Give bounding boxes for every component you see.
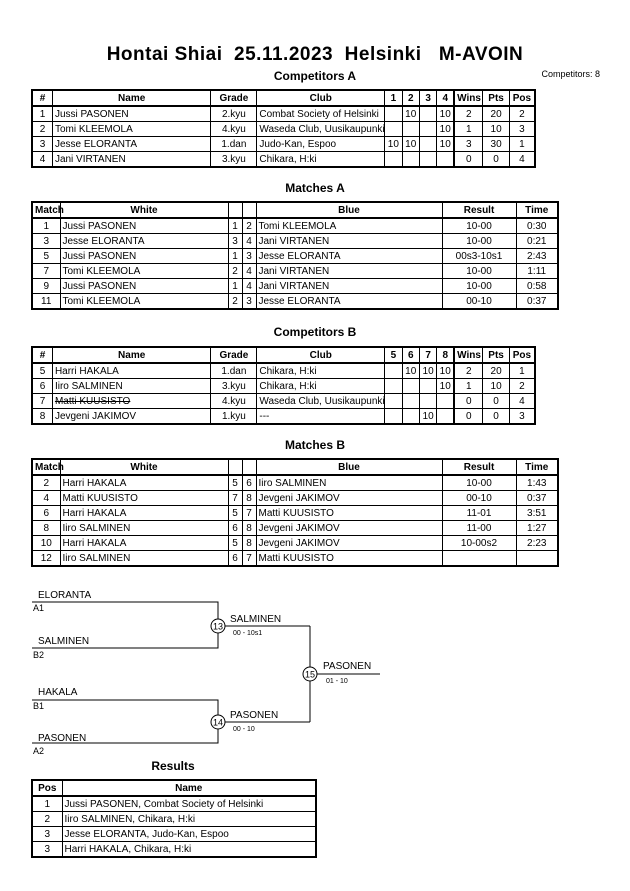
table-row [32,796,316,812]
cell: 10 [385,137,402,152]
results-table [31,779,317,858]
cell: 10 [437,122,454,137]
cell: Jevgeni JAKIMOV [52,409,210,425]
cell: 0 [483,394,510,409]
cell: 1:11 [516,264,558,279]
cell: Tomi KLEEMOLA [60,264,228,279]
column-header: Name [52,347,210,363]
competitors-b-heading: Competitors B [273,325,357,339]
cell: 7 [228,491,242,506]
cell: 1 [454,122,483,137]
column-header: 6 [402,347,419,363]
cell: 10 [437,106,454,122]
cell: 5 [228,536,242,551]
cell: 10 [402,363,419,379]
table-header-row [32,780,316,796]
cell: 8 [242,536,256,551]
cell: Jesse ELORANTA [256,294,442,310]
cell: 10 [437,379,454,394]
cell [419,137,436,152]
cell: 7 [242,551,256,567]
cell: Harri HAKALA [52,363,210,379]
cell: 1:27 [516,521,558,536]
cell: 0 [454,394,483,409]
cell: Matti KUUSISTO [52,394,210,409]
cell: 00-10 [442,294,516,310]
cell: 1 [509,363,535,379]
cell: Judo-Kan, Espoo [257,137,385,152]
cell: 1 [228,249,242,264]
column-header: Blue [256,202,442,218]
cell: 11-01 [442,506,516,521]
cell: Jussi PASONEN [52,106,210,122]
table-row [32,379,535,394]
cell [385,409,402,425]
table-row [32,363,535,379]
cell: --- [257,409,385,425]
bracket-sf2-top-name: HAKALA [38,687,78,698]
column-header: Wins [454,90,483,106]
cell: Jussi PASONEN [60,249,228,264]
cell: 5 [32,249,60,264]
table-row [32,218,558,234]
cell [402,379,419,394]
column-header [242,459,256,475]
cell: 1 [32,218,60,234]
cell [402,394,419,409]
column-header: 1 [385,90,402,106]
column-header: Name [52,90,210,106]
bracket-sf1-score: 00 - 10s1 [233,630,263,637]
cell [385,122,402,137]
bracket-final-score: 01 - 10 [326,678,348,685]
cell: Matti KUUSISTO [60,491,228,506]
cell [385,379,402,394]
cell [402,409,419,425]
cell: 10 [437,137,454,152]
table-row [32,249,558,264]
cell [516,551,558,567]
cell [419,122,436,137]
column-header: White [60,459,228,475]
cell: Iiro SALMINEN [60,551,228,567]
cell: Iiro SALMINEN [60,521,228,536]
table-header-row [32,202,558,218]
column-header: Match [32,459,60,475]
cell: 10-00 [442,264,516,279]
table-header-row [32,90,535,106]
bracket-sf2-winner: PASONEN [230,710,279,721]
table-header-row [32,459,558,475]
cell: Combat Society of Helsinki [257,106,385,122]
column-header: Blue [256,459,442,475]
column-header: Time [516,459,558,475]
column-header: Match [32,202,60,218]
matches-a-heading: Matches A [285,181,345,195]
table-row [32,137,535,152]
column-header: 4 [437,90,454,106]
cell: 1.kyu [211,409,257,425]
cell: 0:30 [516,218,558,234]
table-row [32,234,558,249]
cell [437,409,454,425]
cell: 2 [228,264,242,279]
cell: Jussi PASONEN, Combat Society of Helsinki [62,796,316,812]
column-header: Grade [211,90,257,106]
cell: 1 [454,379,483,394]
cell: 6 [228,521,242,536]
cell: 2:43 [516,249,558,264]
cell [437,394,454,409]
cell: 4.kyu [211,122,257,137]
cell: 10-00 [442,475,516,491]
cell: Tomi KLEEMOLA [52,122,210,137]
cell: 8 [242,491,256,506]
cell: 2:23 [516,536,558,551]
column-header: Pos [509,90,535,106]
cell: 8 [242,521,256,536]
cell: Iiro SALMINEN [256,475,442,491]
cell: 1 [228,279,242,294]
table-header-row [32,347,535,363]
cell [419,394,436,409]
cell: 2 [509,379,535,394]
cell: 0:58 [516,279,558,294]
bracket-match-number: 14 [212,717,224,728]
cell: 5 [228,475,242,491]
table-row [32,294,558,310]
cell: Tomi KLEEMOLA [60,294,228,310]
column-header: 7 [419,347,436,363]
cell: 0 [483,152,510,168]
bracket-sf1-bottom-seed: B2 [33,650,45,660]
cell: 2 [228,294,242,310]
cell: 3 [509,122,535,137]
cell: 10 [483,122,510,137]
cell [385,106,402,122]
cell: 5 [228,506,242,521]
column-header [242,202,256,218]
column-header: 5 [385,347,402,363]
column-header: Wins [454,347,483,363]
cell: Harri HAKALA [60,506,228,521]
cell: 4 [32,152,52,168]
cell: 20 [483,363,510,379]
table-row [32,827,316,842]
cell: 0 [454,409,483,425]
bracket-match-number: 13 [212,621,224,632]
table-row [32,409,535,425]
cell: Jesse ELORANTA, Judo-Kan, Espoo [62,827,316,842]
column-header: Pts [483,347,510,363]
cell: 2 [242,218,256,234]
cell: 00s3-10s1 [442,249,516,264]
competitors-count: Competitors: 8 [541,69,600,79]
table-row [32,152,535,168]
column-header [228,459,242,475]
cell: Jevgeni JAKIMOV [256,521,442,536]
table-row [32,536,558,551]
cell: 4 [242,234,256,249]
page-title: Hontai Shiai 25.11.2023 Helsinki M-AVOIN [106,44,524,65]
column-header: 2 [402,90,419,106]
cell: 1 [228,218,242,234]
cell [402,122,419,137]
cell: 8 [32,521,60,536]
bracket-sf1-winner: SALMINEN [230,614,282,625]
bracket-sf1-top-name: ELORANTA [38,590,92,601]
results-heading: Results [151,759,195,773]
cell: 4 [32,491,60,506]
column-header: Grade [211,347,257,363]
cell: 3 [32,842,62,858]
column-header [228,202,242,218]
cell [442,551,516,567]
cell [419,106,436,122]
cell: 10 [419,409,436,425]
bracket-sf1-bottom-name: SALMINEN [38,636,90,647]
cell: 3 [454,137,483,152]
cell: Chikara, H:ki [257,363,385,379]
bracket-sf2-top-seed: B1 [33,701,45,711]
bracket-sf2-score: 00 - 10 [233,726,255,733]
cell: 5 [32,363,52,379]
column-header: Pos [32,780,62,796]
bracket-final-winner: PASONEN [323,661,372,672]
cell: 10-00 [442,218,516,234]
matches-b-heading: Matches B [284,438,346,452]
cell: 6 [228,551,242,567]
column-header: Time [516,202,558,218]
cell: Iiro SALMINEN [52,379,210,394]
cell: 3 [242,294,256,310]
cell: 00-10 [442,491,516,506]
column-header: White [60,202,228,218]
bracket-sf2-bottom-name: PASONEN [38,733,87,744]
cell: 10 [402,106,419,122]
table-row [32,394,535,409]
cell: 0 [483,409,510,425]
cell: 3:51 [516,506,558,521]
cell: 3 [32,234,60,249]
column-header: 3 [419,90,436,106]
column-header: Club [257,90,385,106]
cell [419,379,436,394]
cell: Chikara, H:ki [257,152,385,168]
cell: 2 [454,106,483,122]
cell: 7 [242,506,256,521]
table-row [32,842,316,858]
cell: Jussi PASONEN [60,218,228,234]
cell: 4 [242,279,256,294]
cell: 6 [32,379,52,394]
table-row [32,812,316,827]
bracket-sf1-top-seed: A1 [33,603,45,613]
cell: 0:37 [516,294,558,310]
bracket-sf2-bottom-seed: A2 [33,746,45,756]
cell: 4 [509,394,535,409]
cell: 2 [32,812,62,827]
cell: 2 [32,475,60,491]
cell: 6 [32,506,60,521]
cell: 9 [32,279,60,294]
cell: 1:43 [516,475,558,491]
cell: Jevgeni JAKIMOV [256,536,442,551]
table-row [32,506,558,521]
matches-b-table [31,458,559,567]
cell: 1.dan [211,137,257,152]
cell [385,363,402,379]
table-row [32,122,535,137]
column-header: Result [442,202,516,218]
cell: Chikara, H:ki [257,379,385,394]
cell: Tomi KLEEMOLA [256,218,442,234]
competitors-a-table [31,89,536,168]
cell: 10-00s2 [442,536,516,551]
elimination-bracket [0,580,420,760]
cell: Jesse ELORANTA [256,249,442,264]
competitors-a-heading: Competitors A [273,69,357,83]
column-header: # [32,347,52,363]
column-header: # [32,90,52,106]
cell: Harri HAKALA [60,475,228,491]
cell: 10 [437,363,454,379]
cell: 0 [454,152,483,168]
cell: 1 [32,106,52,122]
competitors-b-table [31,346,536,425]
cell: 2.kyu [211,106,257,122]
cell: 20 [483,106,510,122]
cell: Harri HAKALA, Chikara, H:ki [62,842,316,858]
column-header: Pts [483,90,510,106]
cell: 10-00 [442,279,516,294]
cell: Waseda Club, Uusikaupunki [257,122,385,137]
table-row [32,264,558,279]
cell [385,394,402,409]
cell: 3 [32,827,62,842]
cell: Harri HAKALA [60,536,228,551]
matches-a-table [31,201,559,310]
cell: 30 [483,137,510,152]
bracket-lines [32,602,380,743]
cell: 2 [32,122,52,137]
cell [419,152,436,168]
cell: 12 [32,551,60,567]
cell: Jani VIRTANEN [256,279,442,294]
bracket-match-number: 15 [304,669,316,680]
cell: 3.kyu [211,379,257,394]
column-header: Pos [509,347,535,363]
cell: Jesse ELORANTA [52,137,210,152]
cell: 4.kyu [211,394,257,409]
table-row [32,521,558,536]
cell: Jussi PASONEN [60,279,228,294]
cell: Jani VIRTANEN [52,152,210,168]
cell [385,152,402,168]
column-header: 8 [437,347,454,363]
cell: 3 [509,409,535,425]
cell: 3 [228,234,242,249]
table-row [32,279,558,294]
cell: Matti KUUSISTO [256,506,442,521]
cell: 10 [419,363,436,379]
cell: 10 [32,536,60,551]
table-row [32,491,558,506]
cell: 1 [509,137,535,152]
table-row [32,106,535,122]
cell: Jesse ELORANTA [60,234,228,249]
cell: 10 [402,137,419,152]
cell [402,152,419,168]
cell: 11 [32,294,60,310]
cell: 10 [483,379,510,394]
cell: Jani VIRTANEN [256,264,442,279]
cell: 3.kyu [211,152,257,168]
cell: Jani VIRTANEN [256,234,442,249]
table-row [32,551,558,567]
cell: 4 [509,152,535,168]
cell: 3 [242,249,256,264]
column-header: Name [62,780,316,796]
cell: 1.dan [211,363,257,379]
cell: 6 [242,475,256,491]
cell: 2 [454,363,483,379]
cell: Matti KUUSISTO [256,551,442,567]
cell: 7 [32,394,52,409]
cell [437,152,454,168]
column-header: Result [442,459,516,475]
cell: 7 [32,264,60,279]
cell: 2 [509,106,535,122]
column-header: Club [257,347,385,363]
table-row [32,475,558,491]
cell: 10-00 [442,234,516,249]
cell: 3 [32,137,52,152]
cell: 8 [32,409,52,425]
cell: Waseda Club, Uusikaupunki [257,394,385,409]
cell: Iiro SALMINEN, Chikara, H:ki [62,812,316,827]
cell: 0:37 [516,491,558,506]
cell: 0:21 [516,234,558,249]
cell: 11-00 [442,521,516,536]
cell: 1 [32,796,62,812]
cell: Jevgeni JAKIMOV [256,491,442,506]
cell: 4 [242,264,256,279]
